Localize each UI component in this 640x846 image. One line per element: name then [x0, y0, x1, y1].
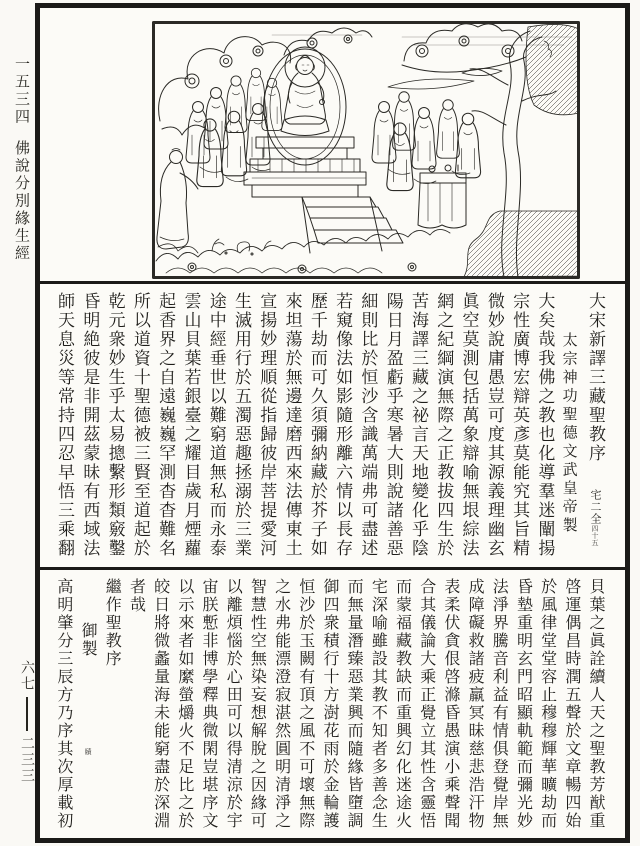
text-column: 來坦蕩於無邊達磨西來法傳東土 — [281, 292, 302, 558]
spacer — [594, 463, 595, 489]
preface2-attribution-column — [78, 578, 97, 834]
text-column: 生滅用行於五濁惡趣拯溺於三業 — [231, 292, 252, 558]
text-column: 成障礙救諸疲羸冥昧慈悲浩汗物 — [466, 578, 486, 830]
text-column: 而無量潛臻惡業興而隨緣皆墮調 — [345, 578, 365, 830]
text-column: 合其儀論大乘正覺立其性含靈悟 — [417, 578, 437, 830]
text-column: 而蒙福藏教缺而重興幻化迷途火 — [393, 578, 413, 830]
text-column: 師天息災等常持四忍早悟三乘翻 — [54, 292, 75, 558]
sutra-title-label: 佛說分別緣生經 — [13, 140, 31, 263]
frontispiece-illustration — [152, 21, 580, 279]
text-column: 乾元衆妙生乎太易摠繫形類竅鑿 — [104, 292, 125, 558]
text-column: 昏明絶彼是非開茲蒙昧有西域法 — [79, 292, 100, 558]
cloud-top-center — [284, 28, 372, 55]
text-column: 皎日將微蠡量海未能窮盡於深淵 — [151, 578, 171, 830]
section-divider-2 — [40, 567, 625, 570]
text-column: 啓運偶昌時潤五聲於文章暢四始 — [562, 578, 582, 830]
preface2-text-block — [54, 578, 605, 834]
collation-mark: 賾 — [84, 748, 93, 755]
spacer — [22, 126, 23, 140]
preface1-attribution-column — [560, 292, 580, 562]
text-column: 細則比於恒沙含識萬端弗可盡述 — [357, 292, 378, 558]
text-column: 大矣哉我佛之教也化導羣迷闡揚 — [534, 292, 555, 558]
text-column: 宗性廣博宏辯英彥莫能究其旨精 — [509, 292, 530, 558]
page-number: 二三三 — [19, 736, 35, 784]
text-column: 昏墊重明玄門昭顯軌範而彌光妙 — [514, 578, 534, 830]
text-column: 苦海譯三藏之祕言天地變化乎陰 — [407, 292, 428, 558]
text-column: 網之紀綱演無際之正教拔四生於 — [433, 292, 454, 558]
kneeling-figure — [157, 149, 198, 250]
buddha-figure — [281, 56, 329, 136]
text-column: 微妙說庸愚豈可度其源義理幽玄 — [483, 292, 504, 558]
margin-label-top — [12, 56, 33, 263]
plants — [212, 239, 271, 255]
text-column: 法淨界騰音利益有情俱登覺岸無 — [490, 578, 510, 830]
text-column: 陽日月盈虧乎寒暑大則說諸善惡 — [382, 292, 403, 558]
text-column: 途中經垂世以難窮道無私而永泰 — [205, 292, 226, 558]
text-column: 以示來者如縻螢爝火不足比之於 — [175, 578, 195, 830]
text-column: 眞空莫測包括萬象辯喻無垠綜法 — [458, 292, 479, 558]
text-column: 之水弗能漂澄寂湛然圓明清淨之 — [272, 578, 292, 830]
text-column: 起香界之自遠巍巍罕測杳杳難名 — [155, 292, 176, 558]
text-column: 宙朕慙非博學釋典微閑豈堪序文 — [200, 578, 219, 830]
text-column: 若窺像法如影隨形離六情以長存 — [332, 292, 353, 558]
spacer — [569, 292, 570, 332]
text-column: 高明肇分三辰方乃序其次厚載初 — [54, 578, 74, 830]
text-column: 宣揚妙理順從指歸彼岸菩提愛河 — [256, 292, 277, 558]
text-column: 雲山貝葉若銀臺之耀目歲月煙蘿 — [180, 292, 201, 558]
left-attendants — [186, 68, 282, 186]
section-divider-1 — [40, 281, 625, 284]
closing-column: 者哉 — [127, 578, 147, 614]
text-column: 恒沙於玉闕有頂之風不可壞無際 — [296, 578, 316, 830]
right-attendants — [372, 92, 481, 191]
text-column: 御四衆積行十方澍花雨於金輪護 — [320, 578, 340, 830]
preface2-attribution: 御製 — [79, 622, 99, 658]
preface2-title-column: 繼作聖教序 — [103, 578, 123, 668]
cloud-top-right — [388, 24, 526, 89]
text-column: 以離煩惱於心田可以得清涼於宇 — [224, 578, 244, 830]
text-column: 貝葉之眞詮續人天之聖教芳猷重 — [587, 578, 606, 830]
case-note: 宅二全 — [588, 489, 602, 525]
text-column: 表柔伏貪佷啓滌昏愚演小乘聲聞 — [441, 578, 461, 830]
case-note-small: 四十五 — [590, 525, 599, 546]
spacer — [88, 658, 89, 748]
tree-rocks — [464, 24, 579, 277]
mandorla — [264, 47, 346, 165]
margin-label-bottom — [17, 660, 37, 784]
text-column: 歷千劫而可久須彌納藏於芥子如 — [306, 292, 327, 558]
cloud-band-bottom — [156, 229, 450, 273]
text-column: 於風律堂堂容止穆穆輝華曠劫而 — [538, 578, 558, 830]
spacer — [88, 578, 89, 622]
buddha-preaching-illustration — [152, 21, 580, 279]
page-frame — [35, 3, 630, 843]
text-column: 智慧性空無染妄想解脫之因緣可 — [248, 578, 268, 830]
text-column: 宅深喻雖設其教不知者多善念生 — [369, 578, 389, 830]
preface1-title-column — [585, 292, 605, 562]
throne-dais — [244, 137, 403, 253]
dash-mark — [26, 697, 29, 731]
volume-number: 六七 — [19, 660, 35, 692]
preface1-text-block — [54, 292, 605, 562]
text-number-label: 一五三四 — [13, 56, 31, 126]
preface1-attribution: 太宗神功聖德文武皇帝製 — [560, 332, 579, 536]
preface1-title: 大宋新譯三藏聖教序 — [584, 292, 605, 463]
text-column: 所以道資十聖德被三賢至道起於 — [129, 292, 150, 558]
